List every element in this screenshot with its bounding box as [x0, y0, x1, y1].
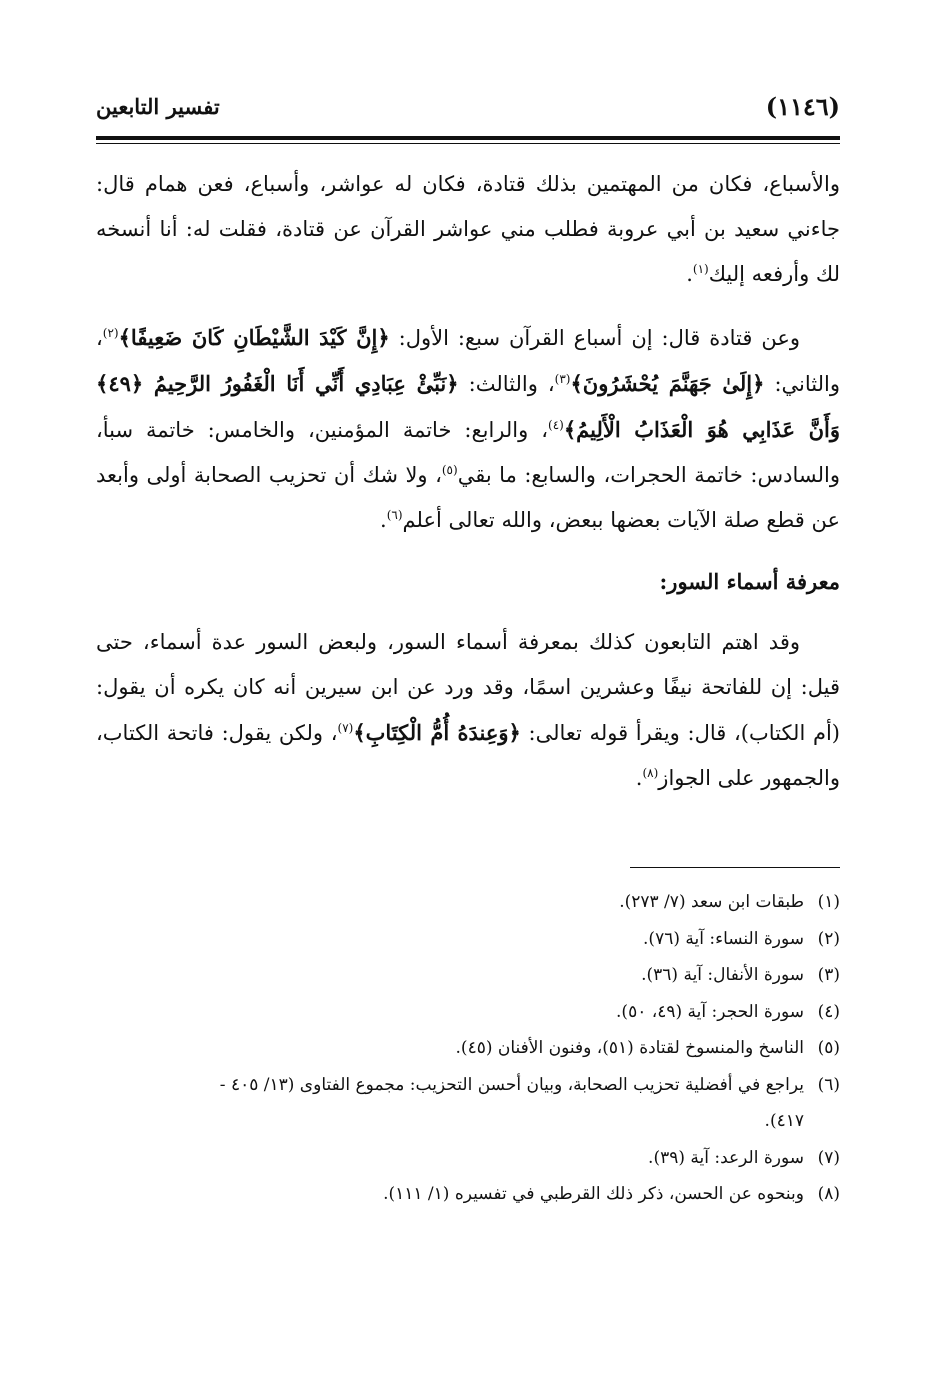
footnote-3	[96, 957, 840, 994]
footnote-6-continued: ٤١٧).	[764, 1111, 804, 1131]
footnote-number: (٨)	[817, 1184, 840, 1204]
paragraph-2-text-e: ، ولا شك أن تحزيب الصحابة أولى وأبعد عن قطع صلة الآيات بعضها ببعض، والله تعالى أعلم	[96, 463, 840, 532]
footnote-1	[96, 884, 840, 921]
paragraph-2-text-b: ، والثاني:	[96, 326, 840, 396]
footnote-separator	[630, 867, 840, 868]
footnote-2	[96, 921, 840, 958]
paragraph-3-text-a: وقد اهتم التابعون كذلك بمعرفة أسماء السور، ولبعض السور عدة أسماء، حتى قيل: إن للفاتحة نيفًا وعشرين اسمًا، وقد ورد عن ابن سيرين أنه كان يكره أن يقول: (أم الكتاب)، قال: ويقرأ قوله تعالى:	[96, 630, 840, 745]
header-rule	[96, 136, 840, 140]
footnote-ref-3: (٣)	[554, 372, 571, 386]
footnote-number: (٢)	[817, 928, 840, 949]
footnote-ref-8: (٨)	[642, 766, 659, 780]
footnote-5	[96, 1030, 840, 1067]
quran-verse-4: ﴿وَعِندَهُ أُمُّ الْكِتَابِ﴾	[353, 720, 521, 745]
paragraph-3-text-b: ، ولكن يقول: فاتحة الكتاب، والجمهور على الجواز	[96, 721, 840, 790]
footnote-text: الناسخ والمنسوخ لقتادة (٥١)، وفنون الأفنان (٤٥).	[455, 1038, 804, 1058]
footnote-number: (٦)	[817, 1074, 840, 1095]
footnote-text: طبقات ابن سعد (٧/ ٢٧٣).	[619, 892, 804, 912]
footnote-4	[96, 994, 840, 1031]
paragraph-2-end: .	[380, 508, 387, 532]
paragraph-2-text-a: وعن قتادة قال: إن أسباع القرآن سبع: الأول:	[389, 326, 800, 350]
footnote-text: يراجع في أفضلية تحزيب الصحابة، وبيان أحسن التحزيب: مجموع الفتاوى (١٣/ ٤٠٥ -	[219, 1074, 804, 1095]
main-text	[96, 162, 840, 801]
footnote-text: سورة الرعد: آية (٣٩).	[648, 1147, 804, 1168]
paragraph-3-end: .	[635, 766, 643, 790]
footnote-text: وبنحوه عن الحسن، ذكر ذلك القرطبي في تفسيره (١/ ١١١).	[383, 1184, 804, 1204]
quran-verse-1: ﴿إِنَّ كَيْدَ الشَّيْطَانِ كَانَ ضَعِيفًا﴾	[118, 325, 390, 350]
quran-verse-3: ﴿نَبِّئْ عِبَادِي أَنِّي أَنَا الْغَفُورُ الرَّحِيمُ ﴿٤٩﴾ وَأَنَّ عَذَابِي هُوَ الْعَذَابُ الْأَلِيمُ﴾	[96, 371, 840, 442]
paragraph-2	[96, 315, 840, 543]
footnote-number: (٤)	[817, 1001, 840, 1022]
section-heading: معرفة أسماء السور:	[659, 569, 840, 594]
footnote-7	[96, 1140, 840, 1177]
paragraph-2-text-d: ، والرابع: خاتمة المؤمنين، والخامس: خاتمة سبأ، والسادس: خاتمة الحجرات، والسابع: ما بقي	[96, 418, 840, 487]
footnote-number: (٣)	[817, 965, 840, 985]
paragraph-2-text-c: ، والثالث:	[458, 372, 555, 396]
page-header	[96, 88, 840, 128]
footnote-ref-5: (٥)	[441, 463, 458, 477]
footnote-text: سورة الأنفال: آية (٣٦).	[641, 965, 804, 985]
footnote-ref-4: (٤)	[548, 418, 564, 432]
footnote-ref-1: (١)	[692, 262, 709, 276]
footnote-number: (١)	[817, 892, 840, 912]
paragraph-1-text: والأسباع، فكان من المهتمين بذلك قتادة، فكان له عواشر، وأسباع، فعن همام قال: جاءني سعيد بن أبي عروبة فطلب مني عواشر القرآن عن قتادة، فقلت له: أنا أنسخه لك وأرفعه إليك	[96, 172, 840, 286]
paragraph-1	[96, 162, 840, 297]
header-rule-thin	[96, 143, 840, 144]
footnote-ref-2: (٢)	[102, 326, 119, 340]
footnote-number: (٧)	[817, 1147, 840, 1168]
footnote-text: سورة النساء: آية (٧٦).	[643, 928, 804, 949]
footnote-6	[96, 1067, 840, 1104]
footnote-ref-7: (٧)	[337, 721, 354, 735]
footnote-ref-6: (٦)	[386, 508, 403, 522]
running-title: تفسير التابعين	[96, 94, 220, 119]
quran-verse-2: ﴿إِلَىٰ جَهَنَّمَ يُحْشَرُونَ﴾	[570, 371, 765, 396]
footnote-text: سورة الحجر: آية (٤٩، ٥٠).	[616, 1001, 804, 1022]
paragraph-3	[96, 620, 840, 801]
page-number: (١١٤٦)	[765, 92, 840, 121]
footnote-8	[96, 1176, 840, 1213]
footnotes	[96, 884, 840, 1213]
paragraph-1-end: .	[686, 262, 693, 286]
footnote-number: (٥)	[817, 1038, 840, 1058]
